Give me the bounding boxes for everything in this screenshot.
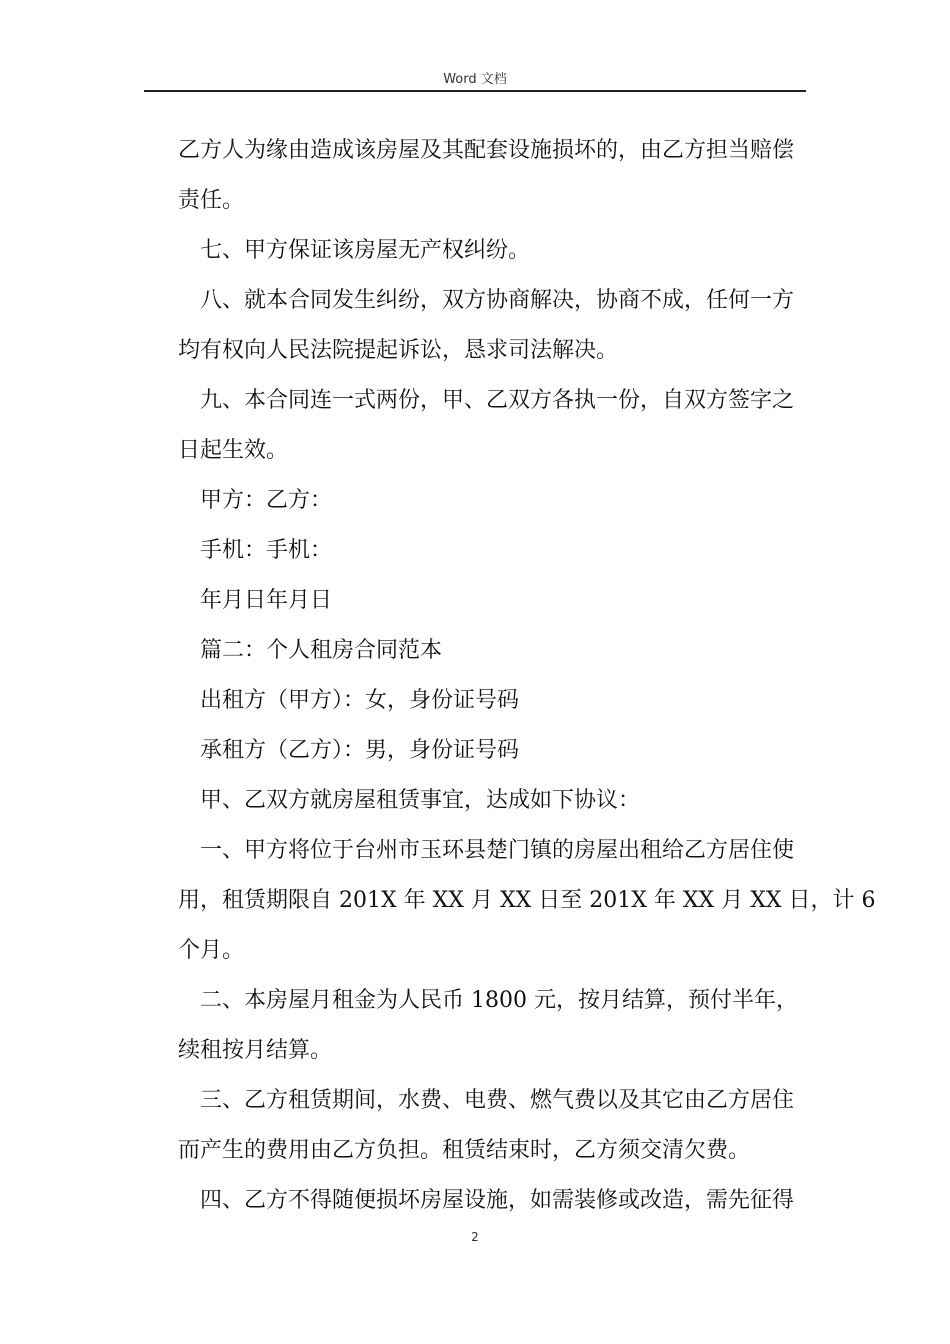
paragraph-line: 甲、乙双方就房屋租赁事宜，达成如下协议： <box>200 788 641 813</box>
paragraph-line: 八、就本合同发生纠纷，双方协商解决，协商不成，任何一方 <box>200 288 795 313</box>
header-title: Word 文档 <box>443 72 507 87</box>
paragraph-line: 七、甲方保证该房屋无产权纠纷。 <box>200 238 531 263</box>
paragraph-line: 手机：手机： <box>200 538 333 563</box>
paragraph-line: 一、甲方将位于台州市玉环县楚门镇的房屋出租给乙方居住使 <box>200 838 795 863</box>
paragraph-line: 用，租赁期限自 201X 年 XX 月 XX 日至 201X 年 XX 月 XX 日，计 6 <box>178 888 876 913</box>
paragraph-line: 责任。 <box>178 188 245 213</box>
paragraph-line: 二、本房屋月租金为人民币 1800 元，按月结算，预付半年， <box>200 988 798 1013</box>
paragraph-line: 个月。 <box>178 938 245 963</box>
paragraph-line: 乙方人为缘由造成该房屋及其配套设施损坏的，由乙方担当赔偿 <box>178 138 795 163</box>
document-body <box>178 126 876 1226</box>
paragraph-line: 篇二：个人租房合同范本 <box>200 638 443 663</box>
paragraph-line: 出租方（甲方）：女，身份证号码 <box>200 688 520 713</box>
paragraph-line: 承租方（乙方）：男，身份证号码 <box>200 738 520 763</box>
paragraph-line: 年月日年月日 <box>200 588 333 613</box>
paragraph-line: 续租按月结算。 <box>178 1038 333 1063</box>
paragraph-line: 而产生的费用由乙方负担。租赁结束时，乙方须交清欠费。 <box>178 1138 751 1163</box>
paragraph-line: 四、乙方不得随便损坏房屋设施，如需装修或改造，需先征得 <box>200 1188 795 1213</box>
page-header <box>144 64 806 92</box>
page-number: 2 <box>471 1230 479 1244</box>
paragraph-line: 日起生效。 <box>178 438 289 463</box>
paragraph-line: 均有权向人民法院提起诉讼，恳求司法解决。 <box>178 338 619 363</box>
paragraph-line: 九、本合同连一式两份，甲、乙双方各执一份，自双方签字之 <box>200 388 795 413</box>
paragraph-line: 甲方：乙方： <box>200 488 333 513</box>
paragraph-line: 三、乙方租赁期间，水费、电费、燃气费以及其它由乙方居住 <box>200 1088 795 1113</box>
